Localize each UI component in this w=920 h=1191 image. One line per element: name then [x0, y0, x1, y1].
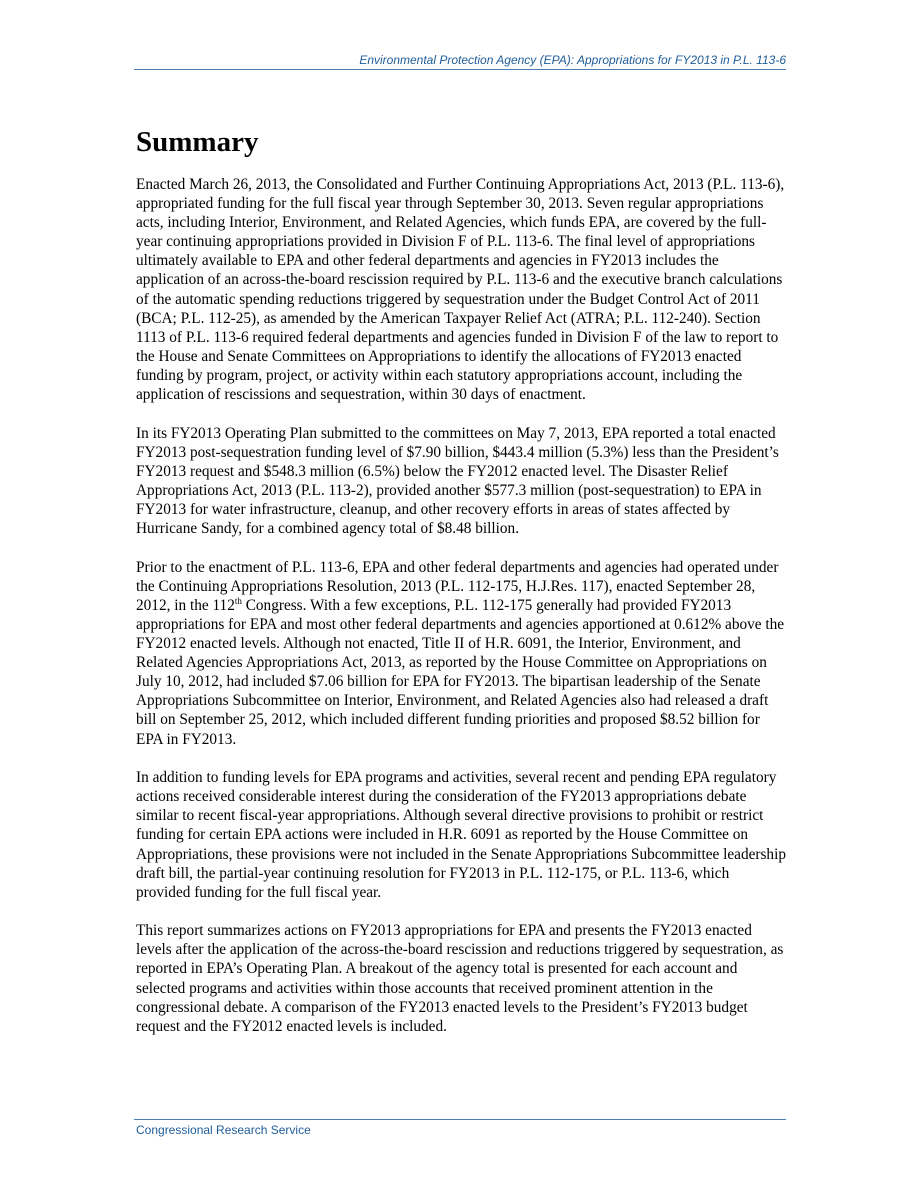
footer-source: Congressional Research Service [136, 1123, 311, 1137]
paragraph-enactment: Enacted March 26, 2013, the Consolidated and Further Continuing Appropriations Act, 2013 (P.L. 113-6), appropriated funding for the full fiscal year through September 30, 2013. Seven regular appropriations acts, including Interior, Environment, and Related Agencies, which funds EPA, are covered by the full-year continuing appropriations provided in Division F of P.L. 113-6. The final level of appropriations ultimately available to EPA and other federal departments and agencies in FY2013 includes the application of an across-the-board rescission required by P.L. 113-6 and the executive branch calculations of the automatic spending reductions triggered by sequestration under the Budget Control Act of 2011 (BCA; P.L. 112-25), as amended by the American Taxpayer Relief Act (ATRA; P.L. 112-240). Section 1113 of P.L. 113-6 required federal departments and agencies funded in Division F of the law to report to the House and Senate Committees on Appropriations to identify the allocations of FY2013 enacted funding by program, project, or activity within each statutory appropriations account, including the application of rescissions and sequestration, within 30 days of enactment. [136, 176, 785, 404]
paragraph-report-scope: This report summarizes actions on FY2013 appropriations for EPA and presents the FY2013 enacted levels after the application of the across-the-board rescission and reductions triggered by sequestration, as reported in EPA’s Operating Plan. A breakout of the agency total is presented for each account and selected programs and activities within those accounts that received prominent attention in the congressional debate. A comparison of the FY2013 enacted levels to the President’s FY2013 budget request and the FY2012 enacted levels is included. [136, 922, 784, 1035]
paragraph-continuing-resolution [136, 558, 786, 749]
footer-divider [134, 1119, 786, 1120]
paragraph-operating-plan: In its FY2013 Operating Plan submitted to the committees on May 7, 2013, EPA reported a total enacted FY2013 post-sequestration funding level of $7.90 billion, $443.4 million (5.3%) less than the President’s FY2013 request and $548.3 million (6.5%) below the FY2012 enacted level. The Disaster Relief Appropriations Act, 2013 (P.L. 113-2), provided another $577.3 million (post-sequestration) to EPA in FY2013 for water infrastructure, cleanup, and other recovery efforts in areas of states affected by Hurricane Sandy, for a combined agency total of $8.48 billion. [136, 424, 779, 538]
paragraph-continuing-resolution-part2: Congress. With a few exceptions, P.L. 112-175 generally had provided FY2013 appropriations for EPA and most other federal departments and agencies apportioned at 0.612% above the FY2012 enacted levels. Although not enacted, Title II of H.R. 6091, the Interior, Environment, and Related Agencies Appropriations Act, 2013, as reported by the House Committee on Appropriations on July 10, 2012, had included $7.06 billion for EPA for FY2013. The bipartisan leadership of the Senate Appropriations Subcommittee on Interior, Environment, and Related Agencies also had released a draft bill on September 25, 2012, which included different funding priorities and proposed $8.52 billion for EPA in FY2013. [136, 596, 785, 748]
paragraph-regulatory-actions: In addition to funding levels for EPA programs and activities, several recent and pending EPA regulatory actions received considerable interest during the consideration of the FY2013 appropriations debate similar to recent fiscal-year appropriations. Although several directive provisions to prohibit or restrict funding for certain EPA actions were included in H.R. 6091 as reported by the House Committee on Appropriations, these provisions were not included in the Senate Appropriations Subcommittee leadership draft bill, the partial-year continuing resolution for FY2013 in P.L. 112-175, or P.L. 113-6, which provided funding for the full fiscal year. [136, 769, 786, 901]
ordinal-superscript: th [234, 595, 242, 606]
summary-body [136, 175, 786, 1055]
running-header: Environmental Protection Agency (EPA): Appropriations for FY2013 in P.L. 113-6 [359, 53, 786, 67]
paragraph-continuing-resolution-part1: Prior to the enactment of P.L. 113-6, EPA and other federal departments and agencies had operated under the Continuing Appropriations Resolution, 2013 (P.L. 112-175, H.J.Res. 117), enacted September 28, 2012, in the 112 [136, 558, 779, 614]
page-title: Summary [136, 126, 259, 158]
header-divider [134, 69, 786, 70]
